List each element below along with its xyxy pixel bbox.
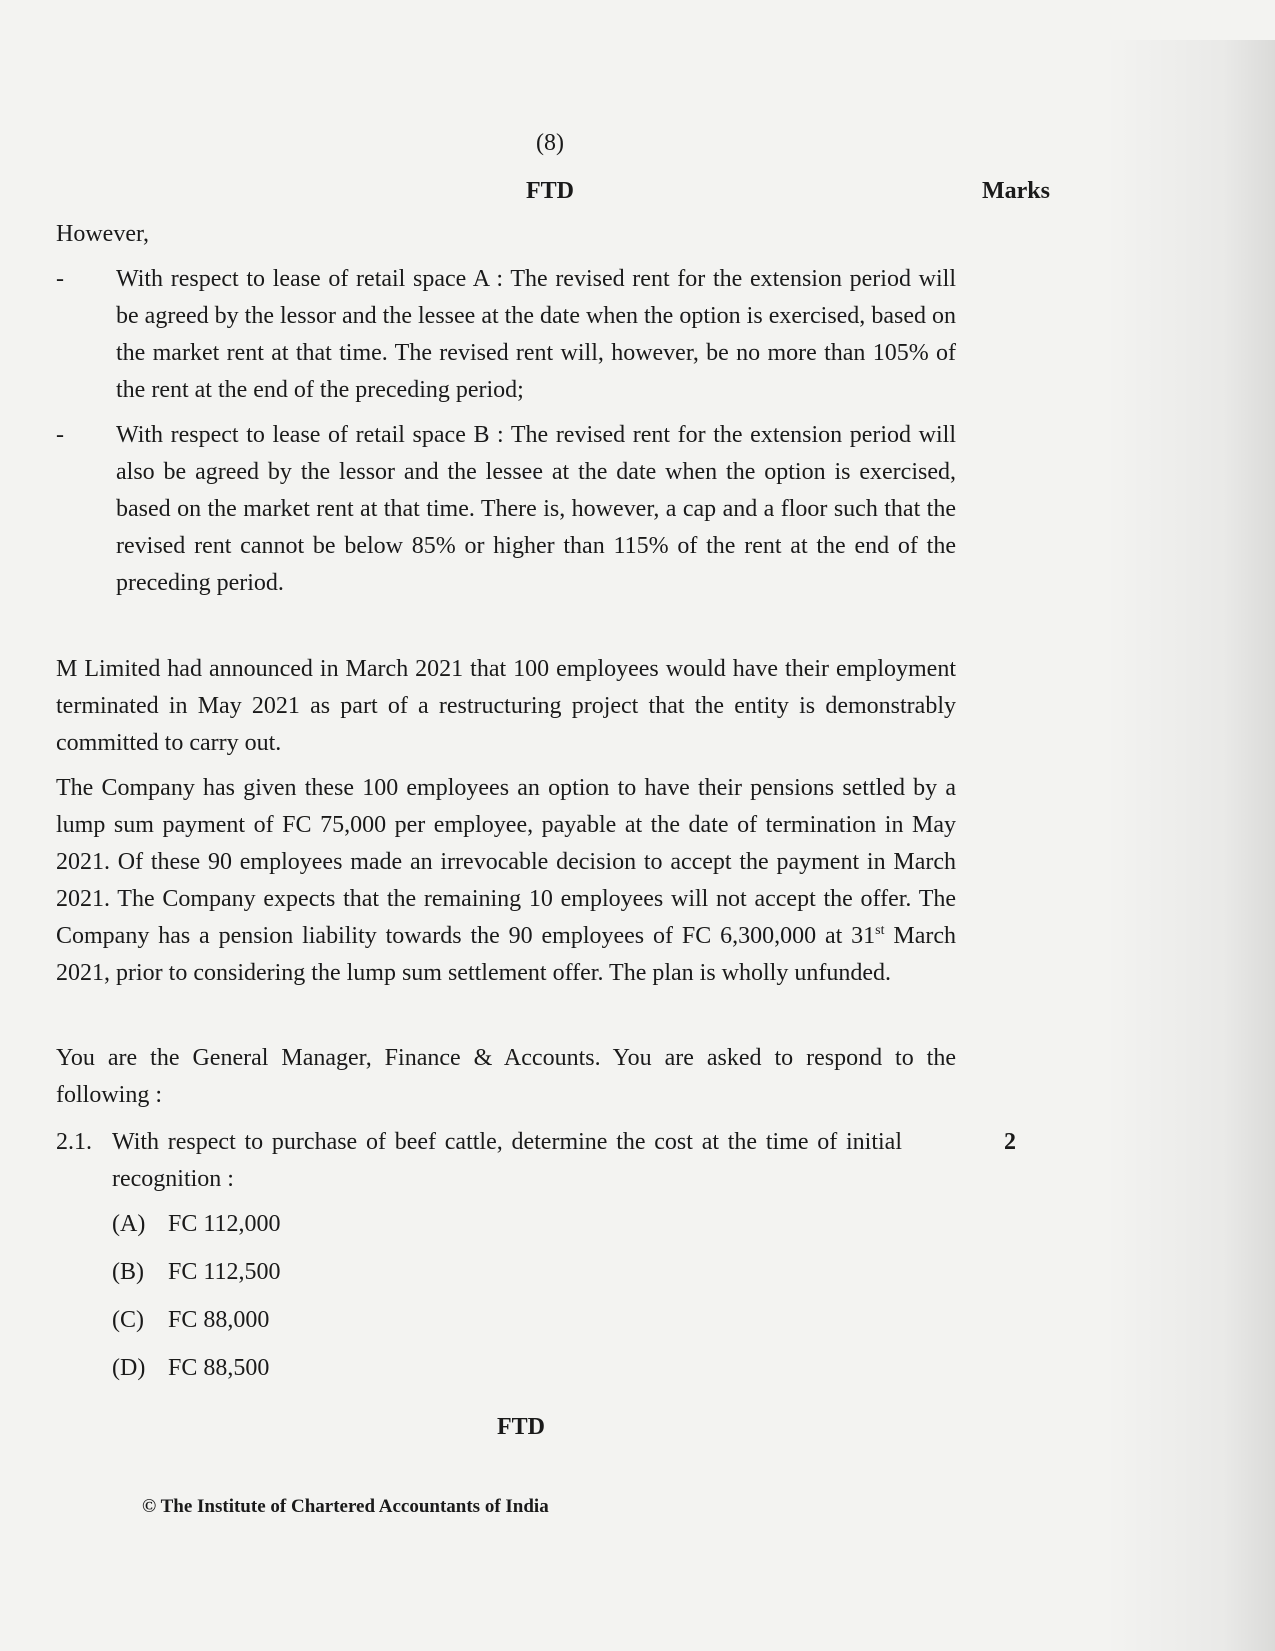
bullet-list — [56, 261, 956, 610]
option-b[interactable] — [112, 1254, 280, 1302]
option-d[interactable] — [112, 1350, 280, 1398]
bullet-dash: - — [56, 266, 64, 292]
paragraph-pension-offer — [56, 770, 956, 992]
bullet-item — [56, 417, 956, 602]
footer-paper-code: FTD — [497, 1414, 545, 1440]
option-letter: (A) — [112, 1211, 146, 1237]
copyright-notice: © The Institute of Chartered Accountants of India — [142, 1496, 549, 1517]
question-number: 2.1. — [56, 1129, 92, 1155]
question-text: With respect to purchase of beef cattle, determine the cost at the time of initial recognition : — [112, 1129, 902, 1192]
paragraph-text: The Company has given these 100 employees an option to have their pensions settled by a lump sum payment of FC 75,000 per employee, payable at the date of termination in May 2021. Of these 90 employees made an irrevocable decision to accept the payment in March 2021. The Company expects that the remaining 10 employees will not accept the offer. The Company has a pension liability towards the 90 employees of FC 6,300,000 at 31 — [56, 775, 956, 949]
option-text: FC 88,500 — [168, 1355, 270, 1381]
option-a[interactable] — [112, 1206, 280, 1254]
scan-edge-shadow — [1105, 40, 1275, 1651]
option-letter: (B) — [112, 1259, 144, 1285]
bullet-text: With respect to lease of retail space B : The revised rent for the extension period will also be agreed by the lessor and the lessee at the date when the option is exercised, based on the market rent at that time. There is, however, a cap and a floor such that the revised rent cannot be below 85% or higher than 115% of the rent at the end of the preceding period. — [116, 422, 956, 596]
option-text: FC 112,000 — [168, 1211, 281, 1237]
option-c[interactable] — [112, 1302, 280, 1350]
paragraph-text: March 2021, prior to considering the lump sum settlement offer. The plan is wholly unfunded. — [56, 923, 957, 986]
paragraph-restructuring: M Limited had announced in March 2021 that 100 employees would have their employment terminated in May 2021 as part of a restructuring project that the entity is demonstrably committed to carry out. — [56, 656, 956, 756]
intro-text: However, — [56, 221, 149, 247]
bullet-dash: - — [56, 422, 64, 448]
page-number: (8) — [536, 130, 564, 156]
ordinal-suffix: st — [875, 923, 885, 938]
bullet-text: With respect to lease of retail space A : The revised rent for the extension period will be agreed by the lessor and the lessee at the date when the option is exercised, based on the market rent at that time. The revised rent will, however, be no more than 105% of the rent at the end of the preceding period; — [116, 266, 956, 403]
marks-column-label: Marks — [982, 178, 1050, 204]
paragraph-instructions: You are the General Manager, Finance & Accounts. You are asked to respond to the following : — [56, 1045, 956, 1108]
option-text: FC 88,000 — [168, 1307, 270, 1333]
option-letter: (C) — [112, 1307, 144, 1333]
bullet-item — [56, 261, 956, 409]
answer-options — [112, 1206, 280, 1398]
question-2-1 — [56, 1124, 1016, 1198]
option-letter: (D) — [112, 1355, 146, 1381]
option-text: FC 112,500 — [168, 1259, 281, 1285]
header-paper-code: FTD — [526, 178, 574, 204]
question-marks: 2 — [1004, 1129, 1016, 1155]
